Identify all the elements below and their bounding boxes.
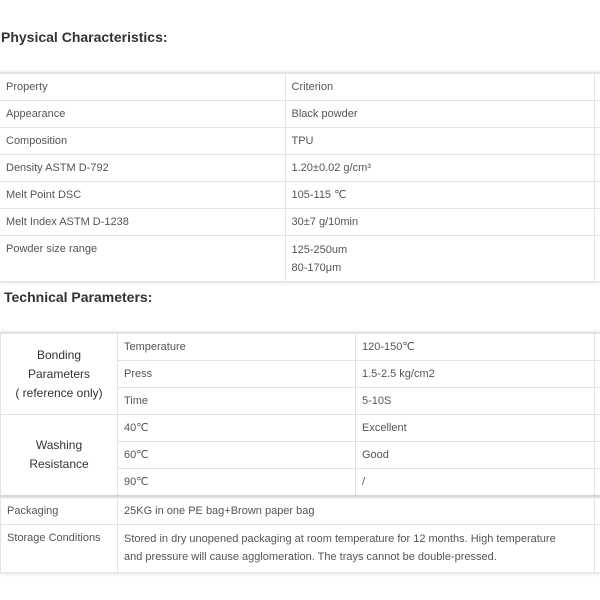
table-row [1,334,600,361]
header-property: Property [0,74,285,101]
criterion-cell: TPU [285,128,594,155]
physical-characteristics-table [0,72,600,282]
parameter-name: Temperature [118,334,356,361]
parameter-value: / [356,469,595,496]
criterion-cell: 1.20±0.02 g/cm³ [285,155,594,182]
criterion-cell [285,236,594,282]
table-row [0,182,600,209]
bonding-parameters-label: Bonding Parameters ( reference only) [1,334,118,415]
table-row [1,415,600,442]
property-cell: Melt Index ASTM D-1238 [0,209,285,236]
table-row [0,128,600,155]
technical-parameters-heading: Technical Parameters: [4,289,153,305]
washing-resistance-label: Washing Resistance [1,415,118,496]
criterion-cell: 30±7 g/10min [285,209,594,236]
parameter-name: Time [118,388,356,415]
parameter-value: 120-150℃ [356,334,595,361]
parameter-value: 5-10S [356,388,595,415]
packaging-value: 25KG in one PE bag+Brown paper bag [118,498,595,525]
criterion-cell: 105-115 ℃ [285,182,594,209]
parameter-name: 40℃ [118,415,356,442]
physical-characteristics-heading: Physical Characteristics: [1,29,168,45]
parameter-name: Press [118,361,356,388]
table-row [1,498,600,525]
parameter-name: 90℃ [118,469,356,496]
parameter-name: 60℃ [118,442,356,469]
technical-parameters-table [0,332,600,496]
parameter-value: Excellent [356,415,595,442]
parameter-value: Good [356,442,595,469]
parameter-value: 1.5-2.5 kg/cm2 [356,361,595,388]
table-row [0,101,600,128]
criterion-cell: Black powder [285,101,594,128]
table-row [0,155,600,182]
storage-value: Stored in dry unopened packaging at room temperature for 12 months. High temperature and pressure will cause agglomeration. The trays cannot be double-pressed. [118,525,595,573]
storage-label: Storage Conditions [1,525,118,573]
packaging-label: Packaging [1,498,118,525]
property-cell: Appearance [0,101,285,128]
property-cell: Density ASTM D-792 [0,155,285,182]
header-criterion: Criterion [285,74,594,101]
property-cell: Melt Point DSC [0,182,285,209]
criterion-line: 125-250um [291,244,348,256]
criterion-line: 80-170μm [291,262,342,274]
table-row [0,209,600,236]
table-header-row [0,74,600,101]
table-row [0,236,600,282]
property-cell: Powder size range [0,236,285,282]
property-cell: Composition [0,128,285,155]
packaging-storage-table [0,496,600,573]
table-row [1,525,600,573]
